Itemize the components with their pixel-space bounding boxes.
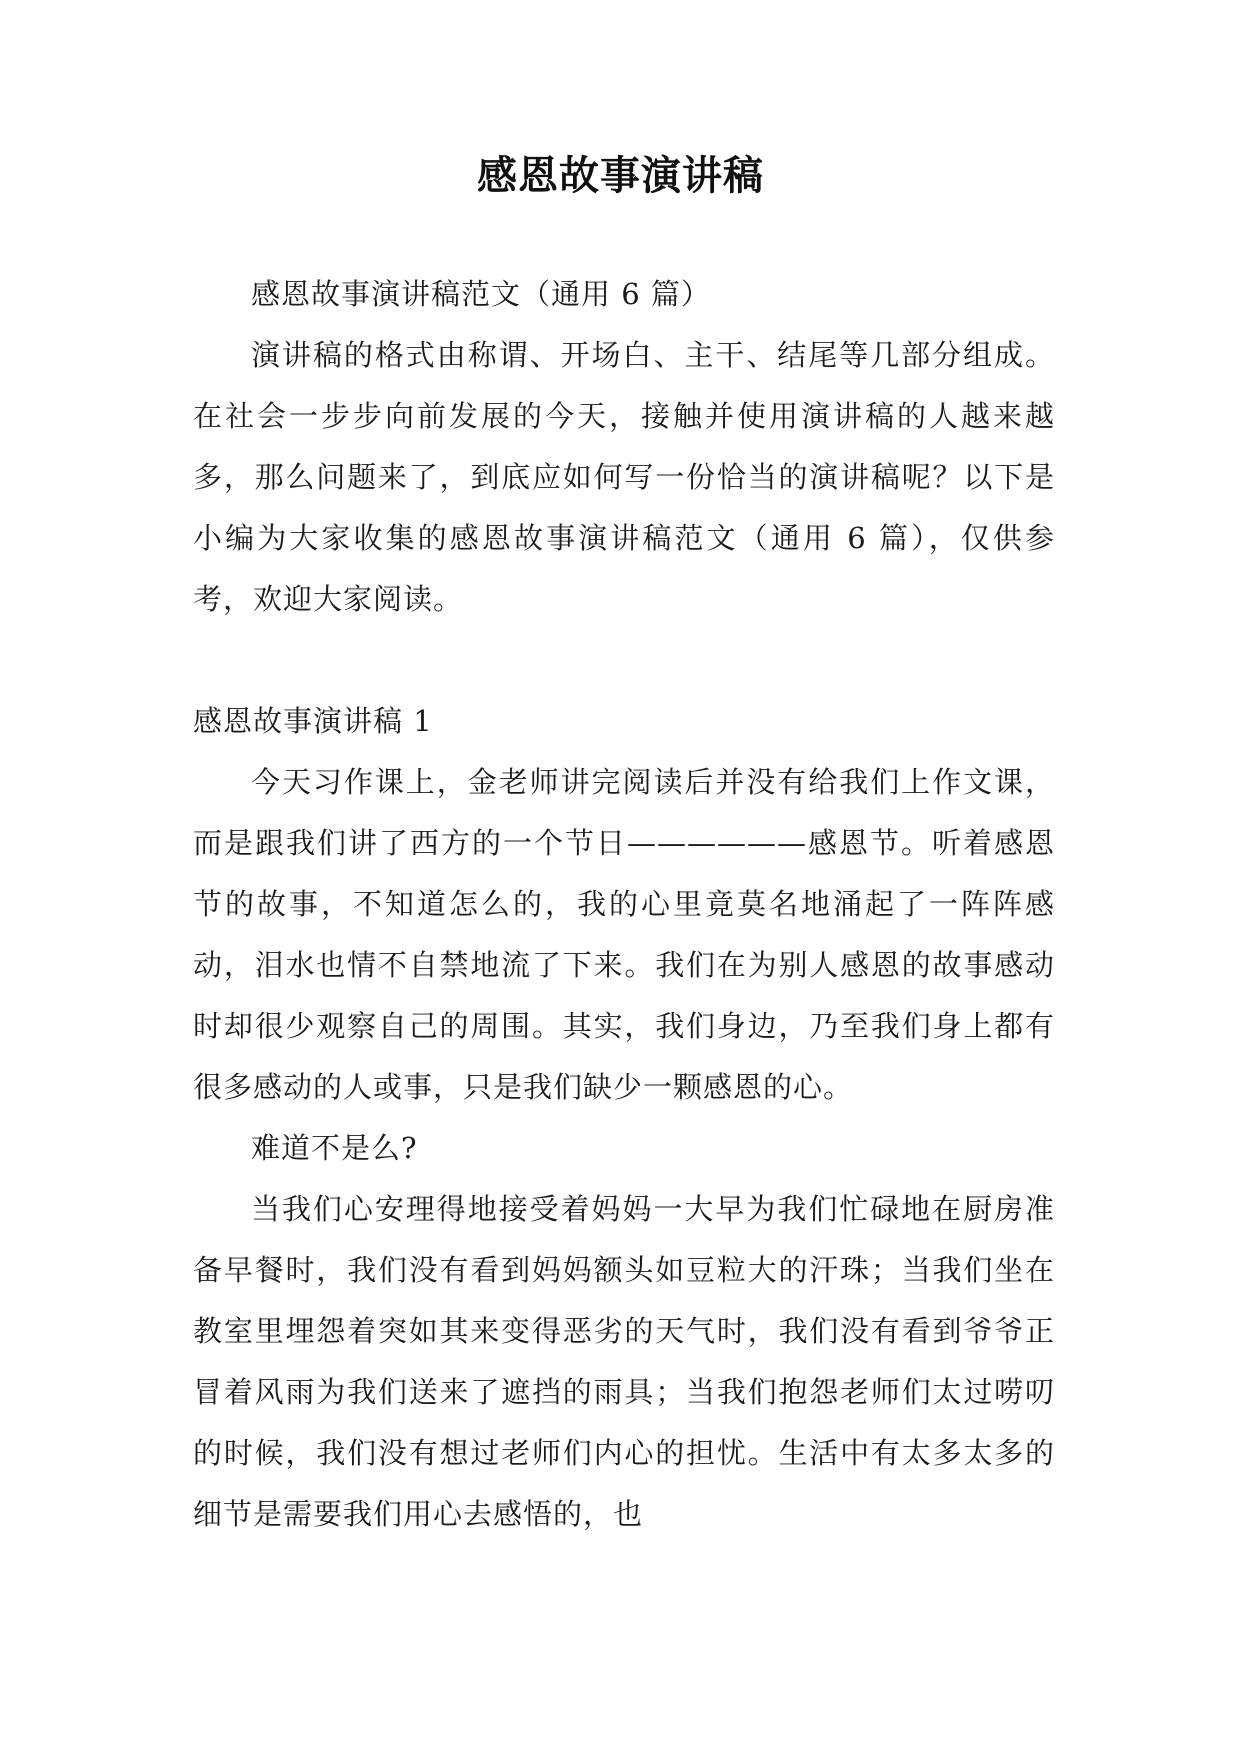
intro-paragraph: 演讲稿的格式由称谓、开场白、主干、结尾等几部分组成。在社会一步步向前发展的今天，接触并使用演讲稿的人越来越多，那么问题来了，到底应如何写一份恰当的演讲稿呢？以下是小编为大家收集的感恩故事演讲稿范文（通用 6 篇），仅供参考，欢迎大家阅读。 xyxy=(193,338,1055,616)
subtitle-paragraph: 感恩故事演讲稿范文（通用 6 篇） xyxy=(251,277,711,311)
body-paragraph-1: 今天习作课上，金老师讲完阅读后并没有给我们上作文课，而是跟我们讲了西方的一个节日——————感恩节。听着感恩节的故事，不知道怎么的，我的心里竟莫名地涌起了一阵阵感动，泪水也情不自禁地流了下来。我们在为别人感恩的故事感动时却很少观察自己的周围。其实，我们身边，乃至我们身上都有很多感动的人或事，只是我们缺少一颗感恩的心。 xyxy=(193,765,1055,1104)
document-title: 感恩故事演讲稿 xyxy=(477,152,764,199)
section-heading: 感恩故事演讲稿 1 xyxy=(193,704,433,738)
document-body xyxy=(193,264,1055,1545)
body-paragraph-3: 当我们心安理得地接受着妈妈一大早为我们忙碌地在厨房准备早餐时，我们没有看到妈妈额头如豆粒大的汗珠；当我们坐在教室里埋怨着突如其来变得恶劣的天气时，我们没有看到爷爷正冒着风雨为我们送来了遮挡的雨具；当我们抱怨老师们太过唠叨的时候，我们没有想过老师们内心的担忧。生活中有太多太多的细节是需要我们用心去感悟的，也 xyxy=(193,1192,1055,1531)
body-paragraph-2: 难道不是么? xyxy=(251,1131,418,1165)
